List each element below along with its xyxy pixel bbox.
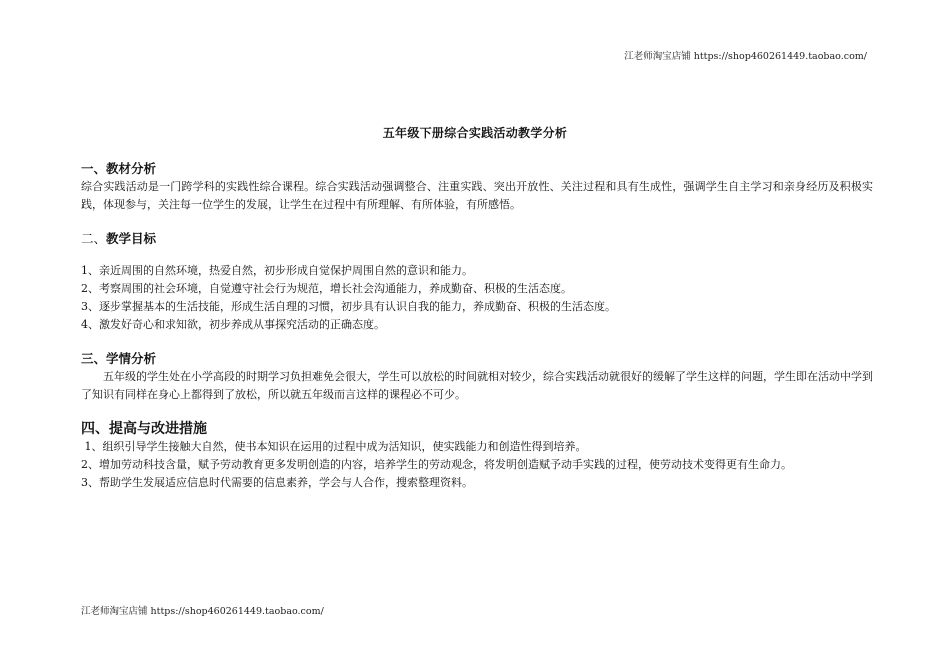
section-title: 教学目标 <box>106 231 157 246</box>
list-item: 3、帮助学生发展适应信息时代需要的信息素养，学会与人合作，搜索整理资料。 <box>81 476 473 489</box>
section-number: 四、 <box>81 421 109 437</box>
list-item: 1、亲近周围的自然环境，热爱自然，初步形成自觉保护周围自然的意识和能力。 <box>81 264 473 277</box>
document-title: 五年级下册综合实践活动教学分析 <box>382 126 568 140</box>
section-textbook-analysis <box>81 160 873 214</box>
section-heading <box>81 420 873 438</box>
section-number: 一、 <box>81 161 107 176</box>
list-item: 2、增加劳动科技含量，赋予劳动教育更多发明创造的内容，培养学生的劳动观念，将发明创造赋予动手实践的过程，使劳动技术变得更有生命力。 <box>81 458 792 471</box>
list-item: 2、考察周围的社会环境，自觉遵守社会行为规范，增长社会沟通能力，养成勤奋、积极的生活态度。 <box>81 282 572 295</box>
list-item: 1、组织引导学生接触大自然，使书本知识在运用的过程中成为活知识，使实践能力和创造性得到培养。 <box>81 440 587 453</box>
list-item: 4、激发好奇心和求知欲，初步养成从事探究活动的正确态度。 <box>81 318 385 331</box>
header-shop-note: 江老师淘宝店铺 https://shop460261449.taobao.com/ <box>624 51 867 62</box>
section-title: 学情分析 <box>106 351 157 366</box>
section-improvement-measures <box>81 420 873 492</box>
section-number: 二、 <box>81 231 107 246</box>
section-teaching-goals <box>81 230 873 334</box>
list-item: 3、逐步掌握基本的生活技能，形成生活自理的习惯，初步具有认识自我的能力，养成勤奋、积极的生活态度。 <box>81 300 616 313</box>
section-heading <box>81 350 873 368</box>
section-heading <box>81 160 873 178</box>
section-title: 提高与改进措施 <box>109 421 207 437</box>
section-paragraph: 五年级的学生处在小学高段的时期学习负担难免会很大，学生可以放松的时间就相对较少，综合实践活动就很好的缓解了学生这样的问题，学生即在活动中学到了知识有同样在身心上都得到了放松，所以就五年级而言这样的课程必不可少。 <box>81 370 873 401</box>
section-student-analysis <box>81 350 873 404</box>
footer-shop-note: 江老师淘宝店铺 https://shop460261449.taobao.com/ <box>81 606 324 617</box>
document-body <box>81 160 873 492</box>
section-title: 教材分析 <box>106 161 157 176</box>
section-number: 三、 <box>81 351 107 366</box>
section-paragraph: 综合实践活动是一门跨学科的实践性综合课程。综合实践活动强调整合、注重实践、突出开放性、关注过程和具有生成性，强调学生自主学习和亲身经历及积极实践，体现参与，关注每一位学生的发展，让学生在过程中有所理解、有所体验，有所感悟。 <box>81 180 873 211</box>
section-heading <box>81 230 873 248</box>
